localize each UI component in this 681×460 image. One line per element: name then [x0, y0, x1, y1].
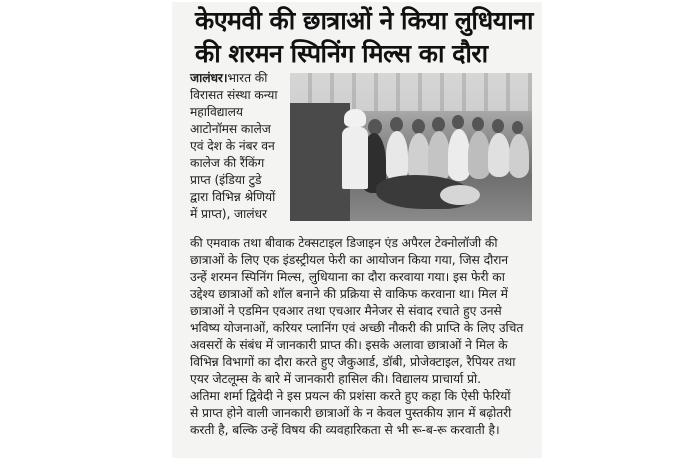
article-line: भविष्य योजनाओं, करियर प्लानिंग एवं अच्छी नौकरी की प्राप्ति के लिए उचित	[190, 321, 524, 335]
article-left-column	[190, 70, 288, 223]
photo-person	[509, 134, 529, 178]
photo-person	[472, 117, 484, 131]
photo-person	[488, 133, 510, 177]
article-line-text: भारत की	[227, 71, 268, 85]
article-line: छात्राओं ने एडमिन एवआर तथा एचआर मैनेजर से संवाद रचाते हुए उनसे	[190, 304, 502, 318]
photo-person	[386, 131, 408, 181]
photo-person	[432, 117, 445, 132]
photo-person	[512, 121, 523, 134]
article-line: एयर जेटलूम्स के बारे में जानकारी हासिल की। विद्यालय प्राचार्या प्रो.	[190, 372, 481, 386]
photo-person	[342, 127, 368, 189]
headline	[195, 4, 535, 70]
article-line: एवं देश के नंबर वन	[190, 139, 275, 153]
article-line: विभिन्न विभागों का दौरा करते हुए जैकुआर्ड, डॉबी, प्रोजेक्टाइल, रैपियर तथा	[190, 355, 516, 369]
news-photo	[290, 73, 532, 221]
article-line: उद्देश्य छात्राओं को शॉल बनाने की प्रक्रिया से वाकिफ करवाना था। मिल में	[190, 287, 508, 301]
article-line: करती है, बल्कि उन्हें विषय की व्यवहारिकता से भी रू-ब-रू करवाती है।	[190, 423, 500, 437]
photo-person	[428, 131, 450, 181]
article-line: महाविद्यालय	[190, 105, 243, 119]
article-line: विरासत संस्था कन्या	[190, 88, 278, 102]
article-line: में प्राप्त), जालंधर	[190, 207, 267, 221]
photo-machine	[290, 103, 350, 221]
photo-person	[468, 131, 490, 179]
article-line	[190, 70, 288, 87]
article-line: अतिमा शर्मा द्विवेदी ने इस प्रयत्न की प्रशंसा करते हुए कहा कि ऐसी फेरियों	[190, 389, 511, 403]
photo-person	[390, 117, 403, 132]
article-line: अवसरों के संबंध में जानकारी प्राप्त की। इसके अलावा छात्राओं ने मिल के	[190, 338, 508, 352]
photo-person	[448, 129, 470, 181]
article-line: कालेज की रैंकिंग	[190, 156, 265, 170]
photo-person	[412, 119, 425, 134]
photo-person	[452, 115, 464, 129]
article-line: छात्राओं के लिए एक इंडस्ट्रीयल फेरी का आयोजन किया गया, जिस दौरान	[190, 253, 509, 267]
headline-line-1: केएमवी की छात्राओं ने किया लुधियाना	[195, 6, 534, 35]
photo-person	[408, 133, 430, 181]
article-line: से प्राप्त होने वाली जानकारी छात्राओं के न केवल पुस्तकीय ज्ञान में बढ़ोतरी	[190, 406, 512, 420]
dateline: जालंधर।	[190, 71, 228, 85]
article-line: द्वारा विभिन्न श्रेणियों	[190, 190, 276, 204]
photo-person	[492, 119, 504, 133]
article-line: की एमवाक तथा बीवाक टेक्सटाइल डिजाइन एंड अपैरल टेक्नोलॉजी की	[190, 236, 498, 250]
headline-line-2: की शरमन स्पिनिंग मिल्स का दौरा	[195, 39, 488, 68]
photo-person	[344, 109, 366, 127]
article-line: आटोनॉमस कालेज	[190, 122, 271, 136]
photo-shawl	[440, 185, 480, 205]
article-line: उन्हें शरमन स्पिनिंग मिल्स, लुधियाना का दौरा करवाया गया। इस फेरी का	[190, 270, 505, 284]
article-line: प्राप्त (इंडिया टुडे	[190, 173, 262, 187]
article-full-width	[190, 235, 535, 439]
